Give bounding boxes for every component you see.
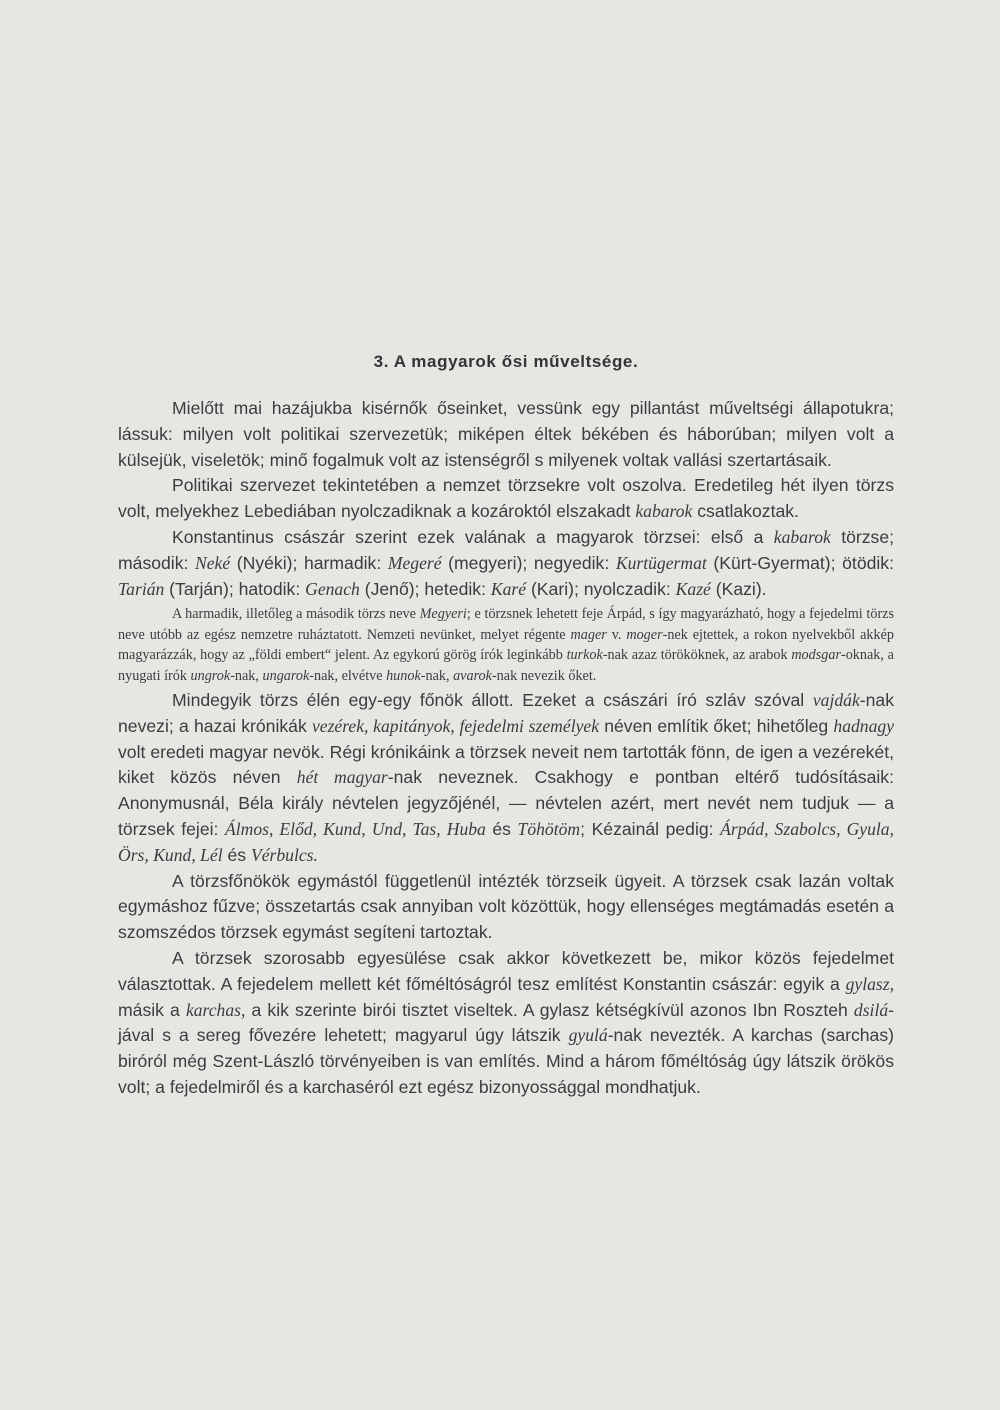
italic-term: dsilá [853, 999, 889, 1020]
text-run: -nak neveznek. Csakhogy e pontban eltérő tudósításaik: Anonymusnál, Béla király névtelen jegyzőjénél, — névtelen azért, mert nevét nem tudjuk — a törzsek fejei: [118, 767, 894, 839]
footnote-paragraph [118, 604, 894, 686]
italic-term: kabarok [635, 501, 693, 522]
text-run: (Kari); nyolczadik: [526, 578, 676, 599]
body-paragraph [118, 688, 894, 869]
text-run: csatlakoztak. [692, 501, 799, 522]
text-run: és [485, 818, 518, 839]
text-run: és [222, 844, 251, 865]
italic-term: hadnagy [833, 715, 894, 736]
body-text [118, 396, 894, 1101]
text-run: -nak nevezték. A karchas (sarchas) biróról még Szent-László törvényeiben is van említés. Mind a három főméltóság úgy látszik örökös volt; a fejedelmiről és a karchaséról ezt egész bizonyossággal mondhatjuk. [118, 1025, 894, 1097]
italic-term: ungarok [262, 667, 310, 684]
page-content [118, 352, 894, 1101]
italic-term: gyulá [568, 1025, 608, 1046]
italic-term: Karé [490, 578, 527, 599]
italic-term: Álmos, Előd, Kund, Und, Tas, Huba [224, 818, 486, 839]
italic-term: vezérek, kapitányok, fejedelmi személyek [311, 715, 600, 736]
text-run: Politikai szervezet tekintetében a nemzet törzsekre volt oszolva. Eredetileg hét ilyen törzs volt, melyekhez Lebediában nyolczadiknak a kozároktól elszakadt [118, 475, 894, 522]
body-paragraph [118, 869, 894, 946]
italic-term: Genach [305, 578, 360, 599]
text-run: ; Kézainál pedig: [580, 818, 721, 839]
text-run: (Tarján); hatodik: [164, 578, 306, 599]
text-run: -nak, [230, 667, 263, 684]
text-run: A törzsek szorosabb egyesülése csak akkor következett be, mikor közös fejedelmet választottak. A fejedelem mellett két főméltóságról tesz említést Konstantin császár: egyik a [118, 947, 894, 994]
body-paragraph [118, 396, 894, 473]
text-run: -nak azaz törököknek, az arabok [602, 647, 792, 664]
text-run: másik a [118, 999, 186, 1020]
text-run: -nak nevezi; a hazai krónikák [118, 690, 894, 736]
italic-term: karchas, [185, 999, 246, 1020]
italic-term: Vérbulcs. [250, 844, 318, 865]
italic-term: turkok [566, 647, 603, 664]
body-paragraph [118, 946, 894, 1101]
text-run: (Nyéki); harmadik: [230, 552, 388, 573]
italic-term: Árpád, Szabolcs, Gyula, Örs, Kund, Lél [118, 818, 894, 865]
text-run: -jával s a sereg fővezére lehetett; magyarul úgy látszik [118, 999, 894, 1046]
italic-term: modsgar [791, 647, 841, 664]
text-run: néven említik őket; hihetőleg [599, 715, 834, 736]
text-run: -nak, [420, 667, 454, 684]
text-run: Mindegyik törzs élén egy-egy főnök állott. Ezeket a császári író szláv szóval [172, 690, 813, 710]
text-run: Konstantinus császár szerint ezek valának a magyarok törzsei: első a [172, 526, 774, 547]
text-run: (megyeri); negyedik: [441, 552, 616, 573]
text-run: v. [606, 626, 627, 643]
italic-term: ungrok [190, 667, 231, 684]
text-run: -nek ejtettek, a rokon nyelvekből akkép magyarázzák, hogy az „földi embert“ jelent. Az egykorú görög írók leginkább [118, 626, 895, 664]
italic-term: kabarok [773, 526, 831, 547]
text-run: -nak, elvétve [309, 667, 387, 684]
italic-term: hét magyar [296, 767, 388, 788]
text-run: -oknak, a nyugati írók [118, 647, 894, 684]
italic-term: Neké [195, 552, 231, 573]
italic-term: Töhötöm [517, 818, 581, 839]
text-run: A harmadik, illetőleg a második törzs neve [172, 606, 420, 623]
italic-term: gylasz, [845, 973, 894, 994]
text-run: (Kazi). [710, 578, 767, 599]
text-run: Mielőtt mai hazájukba kisérnők őseinket, vessünk egy pillantást műveltségi állapotukra; lássuk: milyen volt politikai szervezetük; miképen éltek békében és háborúban; milyen volt a külsejük, viseletök; minő fogalmuk volt az istenségről s milyenek voltak vallási szertartásaik. [118, 398, 894, 470]
italic-term: moger [626, 626, 663, 643]
body-paragraph [118, 525, 894, 602]
italic-term: Kazé [675, 578, 711, 599]
italic-term: Tarián [118, 578, 165, 599]
text-run: a kik szerinte birói tisztet viseltek. A gylasz kétségkívül azonos Ibn Roszteh [245, 999, 854, 1020]
italic-term: vajdák [812, 690, 860, 710]
text-run: (Kürt-Gyermat); ötödik: [706, 552, 894, 573]
italic-term: Kurtügermat [615, 552, 707, 573]
chapter-heading: 3. A magyarok ősi műveltsége. [373, 352, 639, 371]
text-run: A törzsfőnökök egymástól függetlenül intézték törzseik ügyeit. A törzsek csak lazán voltak egymáshoz fűzve; összetartás csak annyiban volt közöttük, hogy ellenséges megtámadás esetén a szomszédos törzsek egymást segíteni tartoztak. [118, 870, 894, 943]
text-run: -nak nevezik őket. [491, 667, 597, 684]
italic-term: avarok [453, 667, 492, 684]
italic-term: Megeré [387, 552, 442, 573]
italic-term: Megyeri [419, 606, 467, 623]
text-run: ; e törzsnek lehetett feje Árpád, s így magyarázható, hogy a fejedelmi törzs neve utóbb az egész nemzetre ruháztatott. Nemzeti nevünket, melyet régente [118, 606, 894, 643]
italic-term: mager [570, 626, 607, 643]
body-paragraph [118, 473, 894, 525]
text-run: (Jenő); hetedik: [359, 578, 491, 599]
italic-term: hunok [386, 667, 421, 684]
text-run: törzse; második: [118, 526, 894, 573]
text-run: volt eredeti magyar nevök. Régi krónikáink a törzsek neveit nem tartották fönn, de igen a vezérekét, kiket közös néven [118, 741, 894, 788]
